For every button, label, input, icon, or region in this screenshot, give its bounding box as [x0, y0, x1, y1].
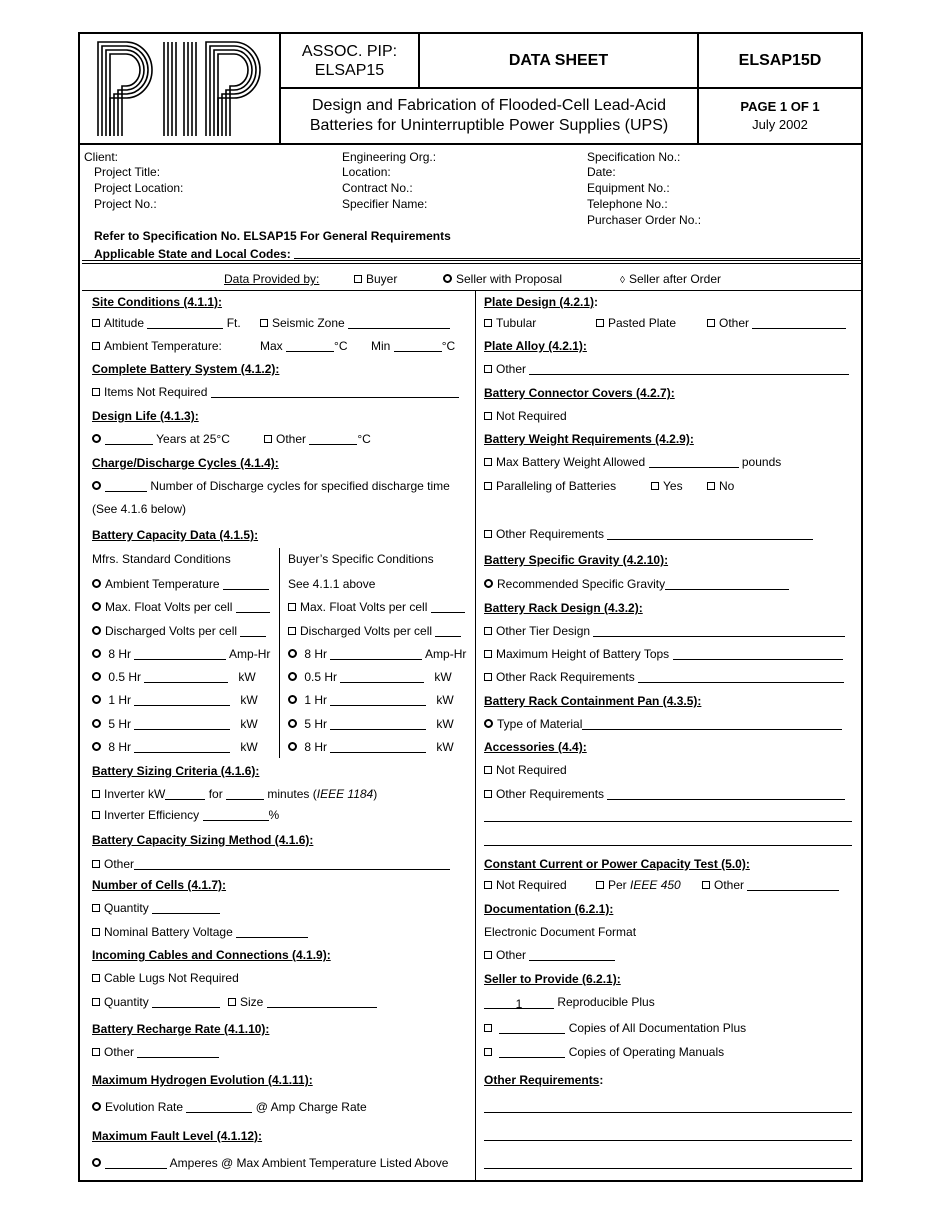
mfrs-8hr-amphr[interactable]: 8 Hr Amp-Hr	[92, 647, 270, 661]
other-requirements-heading: Other Requirements:	[484, 1073, 604, 1087]
plate-other-field[interactable]: Other	[707, 316, 846, 330]
mfrs-ambient[interactable]: Ambient Temperature	[92, 577, 269, 591]
codes-divider	[82, 263, 863, 264]
altitude-field[interactable]: Altitude Ft.	[92, 316, 241, 330]
buyers-8hr-kw[interactable]: 8 Hr kW	[288, 740, 454, 754]
checkbox-icon[interactable]	[484, 673, 492, 681]
checkbox-icon[interactable]	[484, 881, 492, 889]
weight-other-req[interactable]: Other Requirements	[484, 527, 813, 541]
pip-logo	[88, 36, 274, 140]
capacity-column-divider	[279, 548, 280, 758]
checkbox-icon[interactable]	[596, 881, 604, 889]
capacity-test-heading: Constant Current or Power Capacity Test (5.0):	[484, 857, 750, 871]
recharge-rate-heading: Battery Recharge Rate (4.1.10):	[92, 1022, 270, 1036]
codes-field[interactable]	[294, 258, 860, 259]
checkbox-icon[interactable]	[92, 388, 100, 396]
other-req-line[interactable]	[484, 1168, 852, 1169]
complete-battery-heading: Complete Battery System (4.1.2):	[92, 362, 280, 376]
circle-icon[interactable]	[288, 719, 297, 728]
pasted-plate-field[interactable]: Pasted Plate	[596, 316, 676, 330]
items-not-required-field[interactable]: Items Not Required	[92, 385, 459, 399]
sizing-method-other[interactable]: Other	[92, 857, 450, 871]
paralleling-yes[interactable]: Yes	[651, 479, 683, 493]
incoming-cables-heading: Incoming Cables and Connections (4.1.9):	[92, 948, 331, 962]
copies-op-field[interactable]: Copies of Operating Manuals	[484, 1045, 724, 1059]
checkbox-icon[interactable]	[484, 365, 492, 373]
fault-level-heading: Maximum Fault Level (4.1.12):	[92, 1129, 263, 1143]
contract-no-label: Contract No.:	[342, 181, 413, 195]
tier-design-field[interactable]: Other Tier Design	[484, 624, 845, 638]
checkbox-icon[interactable]	[92, 904, 100, 912]
pip-logo-graphic	[88, 36, 274, 140]
paralleling-field[interactable]: Paralleling of Batteries	[484, 479, 616, 493]
checkbox-icon[interactable]	[288, 627, 296, 635]
circle-icon[interactable]	[92, 1102, 101, 1111]
buyers-see-411: See 4.1.1 above	[288, 577, 376, 591]
capacity-data-heading: Battery Capacity Data (4.1.5):	[92, 528, 259, 542]
mfrs-discharged[interactable]: Discharged Volts per cell	[92, 624, 266, 638]
see-416-note: (See 4.1.6 below)	[92, 502, 187, 516]
test-not-required[interactable]: Not Required	[484, 878, 567, 892]
number-of-cells-heading: Number of Cells (4.1.7):	[92, 878, 227, 892]
seismic-field[interactable]: Seismic Zone	[260, 316, 450, 330]
rec-gravity-field[interactable]: Recommended Specific Gravity	[484, 577, 789, 591]
acc-blank-line[interactable]	[484, 845, 852, 846]
circle-icon[interactable]	[92, 1158, 101, 1167]
acc-not-required[interactable]: Not Required	[484, 763, 567, 777]
electronic-format: Electronic Document Format	[484, 925, 637, 939]
header-divider	[78, 143, 863, 145]
checkbox-icon[interactable]	[484, 1024, 492, 1032]
mfrs-05hr[interactable]: 0.5 Hr kW	[92, 670, 256, 684]
codes-label: Applicable State and Local Codes:	[94, 247, 291, 261]
diamond-icon: ◊	[620, 275, 625, 286]
cells-quantity-field[interactable]: Quantity	[92, 901, 220, 915]
page-info	[699, 89, 861, 143]
circle-icon[interactable]	[92, 579, 101, 588]
doc-other-field[interactable]: Other	[484, 948, 615, 962]
purchaser-order-label: Purchaser Order No.:	[587, 213, 702, 227]
doc-title	[281, 89, 697, 143]
ambient-min[interactable]: Min °C	[371, 339, 456, 353]
circle-icon[interactable]	[92, 626, 101, 635]
nominal-voltage-field[interactable]: Nominal Battery Voltage	[92, 925, 308, 939]
checkbox-icon[interactable]	[702, 881, 710, 889]
refer-note: Refer to Specification No. ELSAP15 For General Requirements	[94, 229, 451, 243]
checkbox-icon[interactable]	[92, 342, 100, 350]
covers-not-required[interactable]: Not Required	[484, 409, 567, 423]
doc-code: ELSAP15D	[738, 51, 822, 69]
accessories-heading: Accessories (4.4):	[484, 740, 587, 754]
acc-blank-line[interactable]	[484, 821, 852, 822]
checkbox-icon[interactable]	[484, 766, 492, 774]
checkbox-icon[interactable]	[484, 650, 492, 658]
checkbox-icon[interactable]	[264, 435, 272, 443]
buyers-max-float[interactable]: Max. Float Volts per cell	[288, 600, 465, 614]
specific-gravity-heading: Battery Specific Gravity (4.2.10):	[484, 553, 669, 567]
client-label: Client:	[84, 150, 119, 164]
ambient-max[interactable]: Max °C	[260, 339, 348, 353]
checkbox-icon[interactable]	[484, 319, 492, 327]
checkbox-icon[interactable]	[92, 790, 100, 798]
checkbox-icon[interactable]	[484, 1048, 492, 1056]
other-req-line[interactable]	[484, 1140, 852, 1141]
checkbox-icon[interactable]	[484, 951, 492, 959]
checkbox-icon[interactable]	[484, 790, 492, 798]
circle-icon[interactable]	[92, 434, 101, 443]
circle-icon	[443, 274, 452, 283]
circle-icon[interactable]	[288, 695, 297, 704]
legend-label: Data Provided by:	[224, 272, 320, 286]
connector-covers-heading: Battery Connector Covers (4.2.7):	[484, 386, 675, 400]
cables-quantity-field[interactable]: Quantity	[92, 995, 220, 1009]
specifier-name-label: Specifier Name:	[342, 197, 428, 211]
copies-all-field[interactable]: Copies of All Documentation Plus	[484, 1021, 746, 1035]
checkbox-icon[interactable]	[92, 319, 100, 327]
assoc-code: ELSAP15	[314, 61, 385, 79]
reproducible-field[interactable]: 1 Reproducible Plus	[484, 995, 655, 1009]
paralleling-no[interactable]: No	[707, 479, 734, 493]
max-height-field[interactable]: Maximum Height of Battery Tops	[484, 647, 843, 661]
site-conditions-heading: Site Conditions (4.1.1):	[92, 295, 223, 309]
buyers-8hr-amphr[interactable]: 8 Hr Amp-Hr	[288, 647, 466, 661]
project-title-label: Project Title:	[94, 165, 161, 179]
buyers-header: Buyer’s Specific Conditions	[288, 552, 434, 566]
documentation-heading: Documentation (6.2.1):	[484, 902, 614, 916]
checkbox-icon[interactable]	[260, 319, 268, 327]
telephone-no-label: Telephone No.:	[587, 197, 668, 211]
rack-design-heading: Battery Rack Design (4.3.2):	[484, 601, 643, 615]
sizing-method-heading: Battery Capacity Sizing Method (4.1.6):	[92, 833, 314, 847]
circle-icon[interactable]	[92, 602, 101, 611]
checkbox-icon[interactable]	[484, 458, 492, 466]
buyers-1hr[interactable]: 1 Hr kW	[288, 693, 454, 707]
amperes-field[interactable]: Amperes @ Max Ambient Temperature Listed Above	[92, 1156, 448, 1170]
tubular-field[interactable]: Tubular	[484, 316, 536, 330]
ambient-field[interactable]: Ambient Temperature:	[92, 339, 222, 353]
mfrs-5hr[interactable]: 5 Hr kW	[92, 717, 258, 731]
checkbox-icon[interactable]	[92, 928, 100, 936]
design-life-heading: Design Life (4.1.3):	[92, 409, 199, 423]
inverter-kw-field[interactable]: Inverter kW for minutes (IEEE 1184)	[92, 787, 377, 801]
acc-other-req[interactable]: Other Requirements	[484, 787, 845, 801]
doc-date: July 2002	[752, 117, 808, 132]
charge-discharge-heading: Charge/Discharge Cycles (4.1.4):	[92, 456, 279, 470]
engineering-org-label: Engineering Org.:	[342, 150, 437, 164]
weight-heading: Battery Weight Requirements (4.2.9):	[484, 432, 694, 446]
circle-icon[interactable]	[484, 579, 493, 588]
buyers-05hr[interactable]: 0.5 Hr kW	[288, 670, 452, 684]
rack-req-field[interactable]: Other Rack Requirements	[484, 670, 844, 684]
test-per-ieee[interactable]: Per IEEE 450	[596, 878, 681, 892]
legend-divider	[82, 290, 863, 291]
hydrogen-heading: Maximum Hydrogen Evolution (4.1.11):	[92, 1073, 313, 1087]
circle-icon[interactable]	[92, 672, 101, 681]
legend-seller-proposal: Seller with Proposal	[443, 272, 562, 286]
assoc-label: ASSOC. PIP:	[301, 42, 398, 60]
legend-seller-order: ◊ Seller after Order	[620, 272, 721, 286]
checkbox-icon[interactable]	[92, 998, 100, 1006]
assoc-cell	[281, 34, 418, 87]
mfrs-1hr[interactable]: 1 Hr kW	[92, 693, 258, 707]
checkbox-icon[interactable]	[484, 482, 492, 490]
max-weight-field[interactable]: Max Battery Weight Allowed pounds	[484, 455, 781, 469]
spec-no-label: Specification No.:	[587, 150, 681, 164]
containment-heading: Battery Rack Containment Pan (4.3.5):	[484, 694, 702, 708]
circle-icon[interactable]	[288, 649, 297, 658]
checkbox-icon[interactable]	[484, 627, 492, 635]
circle-icon[interactable]	[288, 672, 297, 681]
circle-icon[interactable]	[92, 481, 101, 490]
mfrs-max-float[interactable]: Max. Float Volts per cell	[92, 600, 270, 614]
recharge-other-field[interactable]: Other	[92, 1045, 219, 1059]
checkbox-icon[interactable]	[707, 482, 715, 490]
equipment-no-label: Equipment No.:	[587, 181, 670, 195]
square-icon	[354, 275, 362, 283]
inverter-efficiency-field[interactable]: Inverter Efficiency %	[92, 808, 279, 822]
project-location-label: Project Location:	[94, 181, 184, 195]
other-req-line[interactable]	[484, 1112, 852, 1113]
location-label: Location:	[342, 165, 391, 179]
circle-icon[interactable]	[484, 719, 493, 728]
mfrs-8hr-kw[interactable]: 8 Hr kW	[92, 740, 258, 754]
cable-lugs-field[interactable]: Cable Lugs Not Required	[92, 971, 239, 985]
checkbox-icon[interactable]	[484, 412, 492, 420]
project-no-label: Project No.:	[94, 197, 157, 211]
alloy-other-field[interactable]: Other	[484, 362, 849, 376]
title-line-2: Batteries for Uninterruptible Power Supplies (UPS)	[309, 117, 669, 134]
seller-provide-heading: Seller to Provide (6.2.1):	[484, 972, 621, 986]
sizing-criteria-heading: Battery Sizing Criteria (4.1.6):	[92, 764, 260, 778]
checkbox-icon[interactable]	[92, 1048, 100, 1056]
checkbox-icon[interactable]	[228, 998, 236, 1006]
checkbox-icon[interactable]	[707, 319, 715, 327]
checkbox-icon[interactable]	[484, 530, 492, 538]
test-other[interactable]: Other	[702, 878, 839, 892]
circle-icon[interactable]	[92, 649, 101, 658]
plate-alloy-heading: Plate Alloy (4.2.1):	[484, 339, 587, 353]
design-life-other[interactable]: Other °C	[264, 432, 371, 446]
page-number: PAGE 1 OF 1	[740, 99, 820, 114]
checkbox-icon[interactable]	[92, 974, 100, 982]
checkbox-icon[interactable]	[596, 319, 604, 327]
evolution-rate-field[interactable]: Evolution Rate @ Amp Charge Rate	[92, 1100, 367, 1114]
buyers-5hr[interactable]: 5 Hr kW	[288, 717, 454, 731]
checkbox-icon[interactable]	[92, 811, 100, 819]
circle-icon[interactable]	[92, 719, 101, 728]
material-field[interactable]: Type of Material	[484, 717, 842, 731]
cycles-field[interactable]: Number of Discharge cycles for specified discharge time	[92, 479, 450, 493]
years-field[interactable]: Years at 25°C	[92, 432, 230, 446]
cables-size-field[interactable]: Size	[228, 995, 377, 1009]
column-divider	[475, 290, 476, 1182]
circle-icon[interactable]	[288, 742, 297, 751]
title-line-1: Design and Fabrication of Flooded-Cell Lead-Acid	[312, 97, 666, 114]
circle-icon[interactable]	[92, 742, 101, 751]
circle-icon[interactable]	[92, 695, 101, 704]
checkbox-icon[interactable]	[288, 603, 296, 611]
checkbox-icon[interactable]	[651, 482, 659, 490]
buyers-discharged[interactable]: Discharged Volts per cell	[288, 624, 461, 638]
mfrs-header: Mfrs. Standard Conditions	[92, 552, 231, 566]
checkbox-icon[interactable]	[92, 860, 100, 868]
legend-buyer: Buyer	[354, 272, 397, 286]
date-label: Date:	[587, 165, 616, 179]
plate-design-heading: Plate Design (4.2.1):	[484, 295, 599, 309]
sheet-type: DATA SHEET	[508, 51, 609, 69]
